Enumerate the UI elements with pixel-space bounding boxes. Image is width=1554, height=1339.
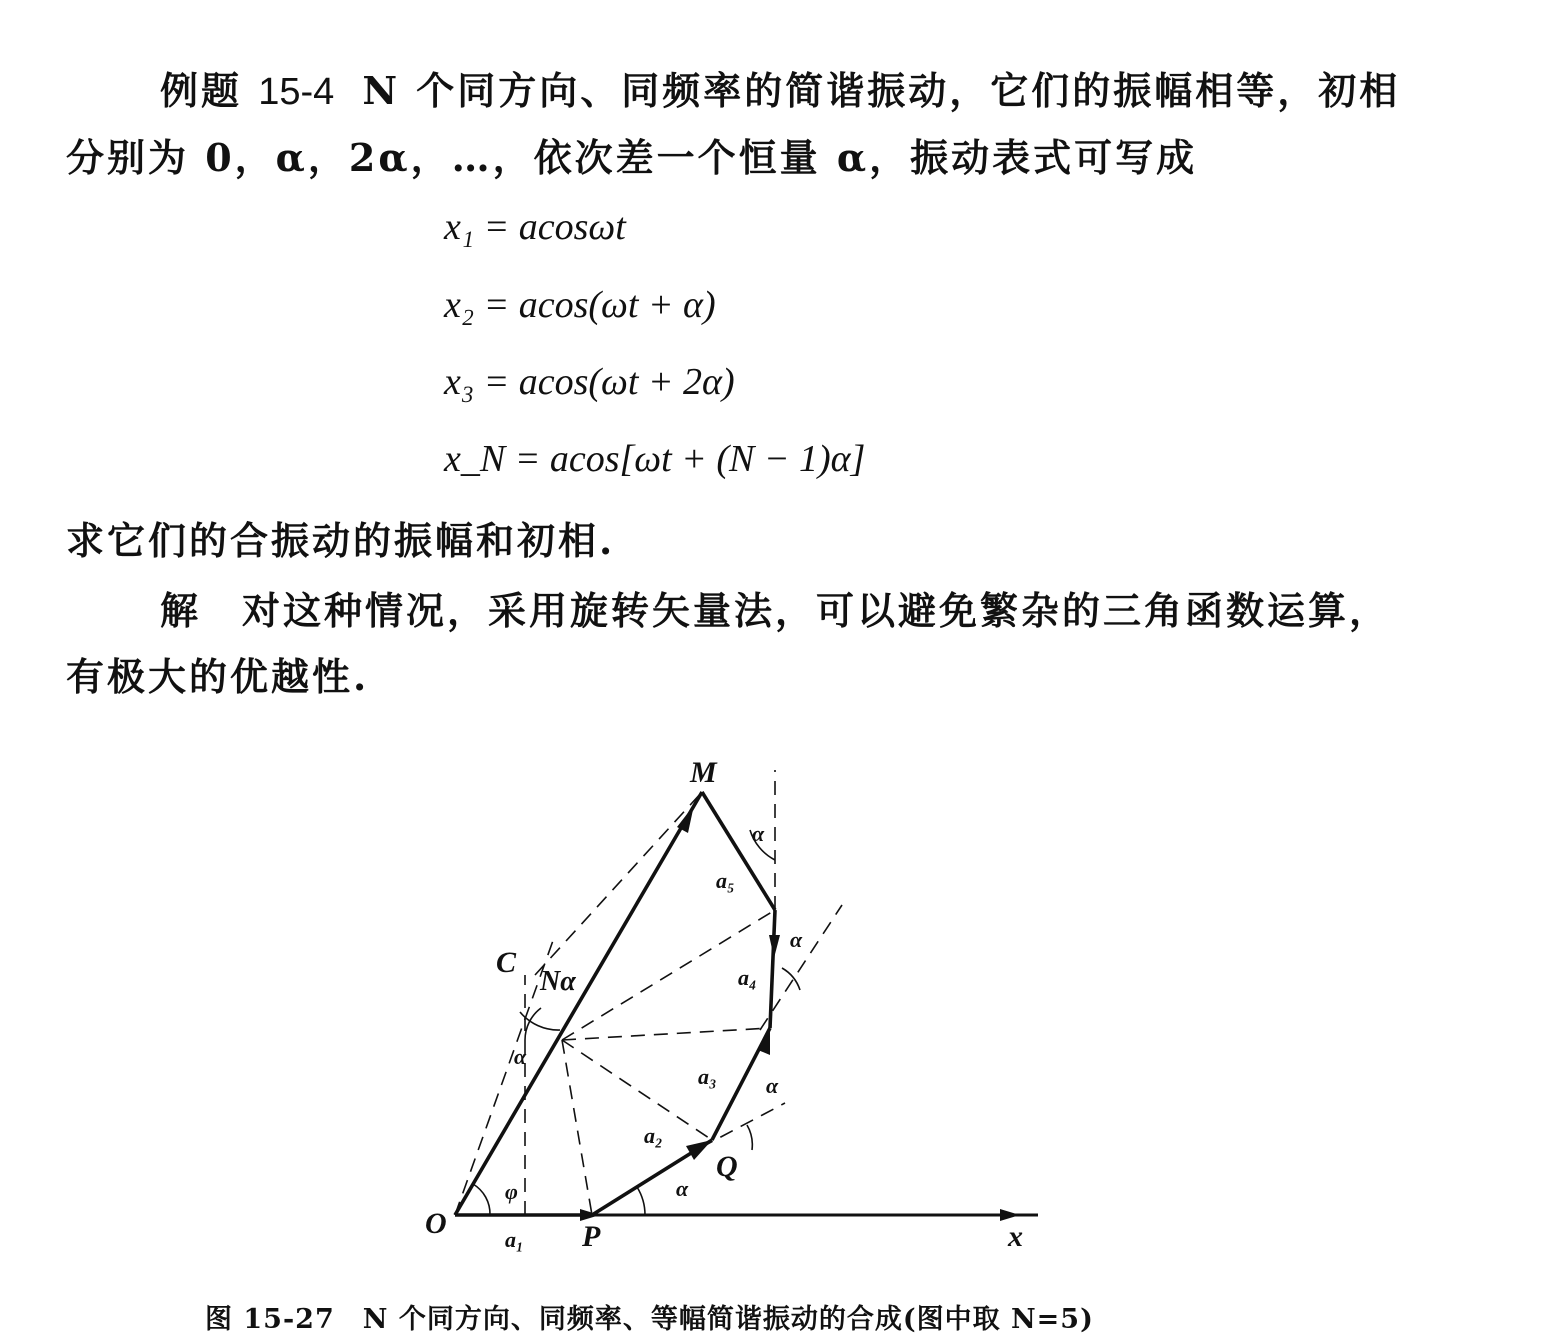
label-a4: a₄	[738, 965, 757, 990]
problem-text: N 个同方向、同频率的简谐振动，它们的振幅相等，初相分别为 0，α，2α，…，依次差一个恒量 α，振动表式可写成	[66, 68, 1401, 180]
label-O: O	[425, 1207, 447, 1240]
phasor-diagram	[0, 740, 1554, 1290]
label-alpha-1: α	[514, 1044, 527, 1069]
label-C: C	[496, 946, 517, 979]
equation-x1: x₁ = acosωt	[444, 206, 626, 248]
label-alpha-4: α	[790, 927, 803, 952]
label-n-alpha: Nα	[540, 966, 576, 997]
figure-caption: 图 15-27 N 个同方向、同频率、等幅简谐振动的合成(图中取 N=5)	[205, 1304, 1094, 1335]
arrowheads	[580, 805, 1020, 1221]
label-Q: Q	[716, 1150, 738, 1183]
label-a2: a₂	[644, 1123, 663, 1148]
vector-a5	[702, 792, 775, 910]
label-x-axis: x	[1008, 1220, 1023, 1253]
label-alpha-5: α	[752, 821, 765, 846]
dashed-construction-lines	[455, 770, 842, 1215]
resultant-vector	[455, 792, 702, 1215]
label-phi: φ	[505, 1179, 518, 1204]
angle-arcs	[473, 830, 800, 1215]
vector-a4	[770, 910, 775, 1028]
label-P: P	[582, 1220, 601, 1253]
problem-label: 例题	[160, 68, 243, 113]
vector-labels	[505, 868, 757, 1252]
label-M: M	[690, 756, 717, 789]
solution-text: 对这种情况，采用旋转矢量法，可以避免繁杂的三角函数运算，有极大的优越性.	[66, 588, 1391, 699]
label-alpha-2: α	[676, 1176, 689, 1201]
equation-x2: x₂ = acos(ωt + α)	[444, 284, 716, 326]
label-a3: a₃	[698, 1064, 717, 1089]
equation-x3: x₃ = acos(ωt + 2α)	[444, 361, 735, 403]
label-alpha-3: α	[766, 1073, 779, 1098]
equation-xn: x_N = acos[ωt + (N − 1)α]	[444, 438, 866, 480]
problem-number: 15-4	[258, 71, 335, 113]
label-a5: a₅	[716, 868, 735, 893]
question-text: 求它们的合振动的振幅和初相.	[66, 518, 616, 563]
problem-statement	[66, 58, 1426, 191]
solution-label: 解	[160, 588, 202, 633]
solution-paragraph	[66, 578, 1426, 710]
label-a1: a₁	[505, 1227, 524, 1252]
